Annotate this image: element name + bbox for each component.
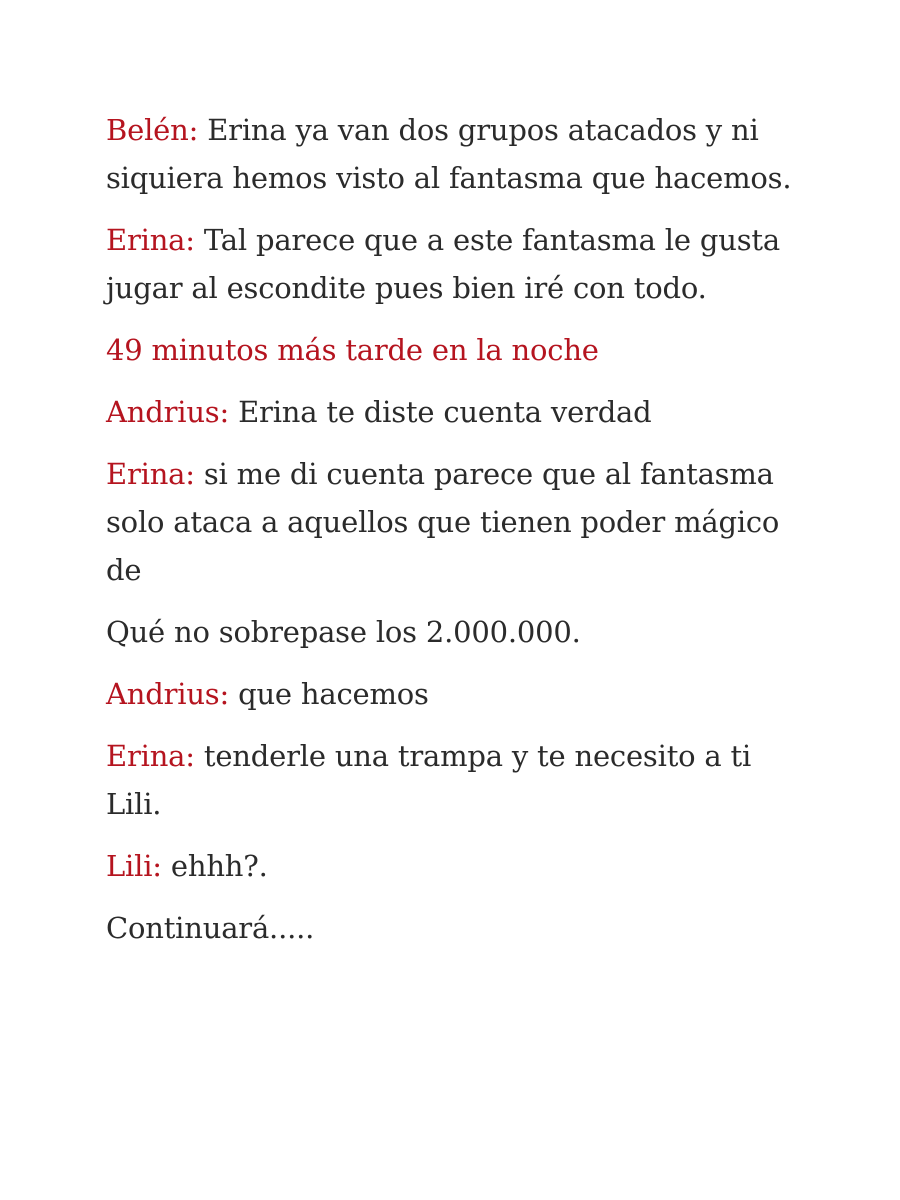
story-page: [106, 106, 806, 966]
dialogue-text: Tal parece que a este fantasma le gusta jugar al escondite pues bien iré con todo.: [106, 223, 780, 305]
dialogue-line: [106, 388, 806, 436]
dialogue-text: ehhh?.: [161, 849, 268, 883]
dialogue-text: Erina ya van dos grupos atacados y ni siquiera hemos visto al fantasma que hacemos.: [106, 113, 792, 195]
to-be-continued: Continuará.....: [106, 911, 315, 945]
dialogue-line: [106, 106, 806, 202]
dialogue-line: [106, 670, 806, 718]
dialogue-line: [106, 450, 806, 594]
dialogue-line: [106, 842, 806, 890]
speaker-name: Lili:: [106, 849, 162, 883]
dialogue-line: [106, 216, 806, 312]
scene-heading: 49 minutos más tarde en la noche: [106, 333, 599, 367]
dialogue-text: que hacemos: [229, 677, 429, 711]
dialogue-text: Erina te diste cuenta verdad: [229, 395, 652, 429]
speaker-name: Andrius:: [106, 395, 230, 429]
speaker-name: Erina:: [106, 739, 195, 773]
speaker-name: Erina:: [106, 457, 195, 491]
dialogue-text: si me di cuenta parece que al fantasma solo ataca a aquellos que tienen poder mágico de: [106, 457, 780, 587]
dialogue-line: [106, 732, 806, 828]
speaker-name: Andrius:: [106, 677, 230, 711]
dialogue-text: tenderle una trampa y te necesito a ti Lili.: [106, 739, 752, 821]
speaker-name: Erina:: [106, 223, 195, 257]
speaker-name: Belén:: [106, 113, 199, 147]
narration-line: Qué no sobrepase los 2.000.000.: [106, 615, 581, 649]
